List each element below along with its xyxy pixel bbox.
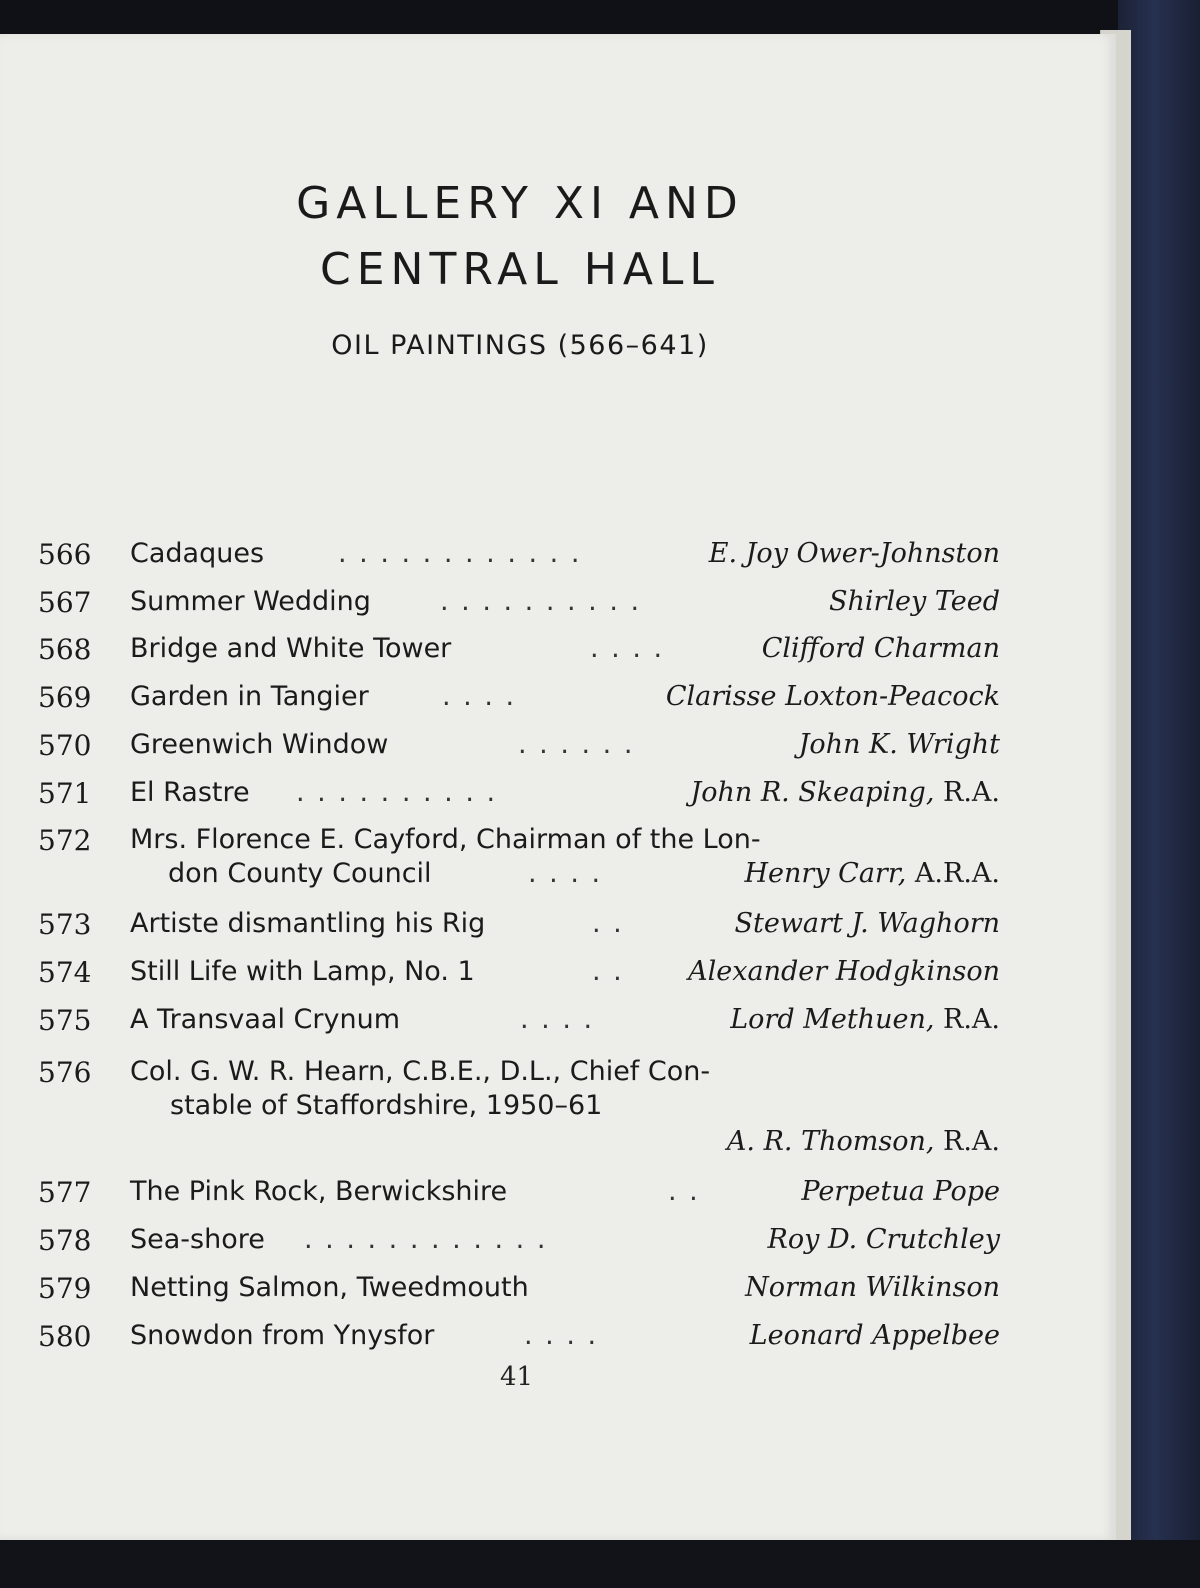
gallery-heading-line1: GALLERY XI AND (296, 178, 744, 229)
leader-dots: . . . . . . . . . . (296, 777, 498, 808)
catalogue-entry (38, 1272, 1000, 1312)
entry-number: 569 (38, 681, 92, 714)
entry-artist (768, 1224, 1000, 1255)
entry-artist (709, 538, 1000, 569)
entry-artist (666, 681, 1000, 712)
entry-title: Cadaques (130, 538, 265, 569)
entry-title: Sea-shore (130, 1224, 265, 1255)
leader-dots: . . . . (590, 633, 665, 664)
entry-artist (801, 1176, 1000, 1207)
entry-title: Mrs. Florence E. Cayford, Chairman of the Lon- (130, 824, 761, 855)
artist-honour: R.A. (934, 1126, 1000, 1157)
catalogue-entry-continued (38, 1126, 1000, 1166)
entry-number: 570 (38, 729, 92, 762)
artist-name: Perpetua Pope (801, 1176, 1000, 1207)
entry-title: Bridge and White Tower (130, 633, 452, 664)
artist-name: Roy D. Crutchley (767, 1224, 1000, 1255)
entry-title: Garden in Tangier (130, 681, 369, 712)
leader-dots: . . . . . . (518, 729, 635, 760)
entry-number: 572 (38, 824, 92, 857)
entry-artist (762, 633, 1000, 664)
entry-artist (688, 956, 1000, 987)
entry-title: Artiste dismantling his Rig (130, 908, 486, 939)
leader-dots: . . . . (520, 1004, 595, 1035)
entry-number: 566 (38, 538, 92, 571)
leader-dots: . . . . . . . . . . . . (338, 538, 582, 569)
entry-artist (745, 1272, 1000, 1303)
entry-artist (690, 777, 1000, 808)
artist-name: Alexander Hodgkinson (688, 956, 1000, 987)
entry-title: Col. G. W. R. Hearn, C.B.E., D.L., Chief Con- (130, 1056, 711, 1087)
entry-title-continued: stable of Staffordshire, 1950–61 (170, 1090, 603, 1121)
catalogue-entry (38, 586, 1000, 626)
artist-name: Lord Methuen, (730, 1004, 935, 1035)
entry-title: The Pink Rock, Berwickshire (130, 1176, 508, 1207)
catalogue-entry (38, 633, 1000, 673)
catalogue-entry (38, 1176, 1000, 1216)
entry-number: 578 (38, 1224, 92, 1257)
entry-number: 567 (38, 586, 92, 619)
entry-title: A Transvaal Crynum (130, 1004, 401, 1035)
catalogue-entry-continued (38, 858, 1000, 898)
entry-title: El Rastre (130, 777, 250, 808)
artist-name: Clifford Charman (761, 633, 1000, 664)
entry-title-continued: don County Council (168, 858, 432, 889)
artist-name: John K. Wright (798, 729, 1000, 760)
leader-dots: . . (592, 908, 624, 939)
artist-name: Norman Wilkinson (745, 1272, 1000, 1303)
entry-number: 571 (38, 777, 92, 810)
entry-number: 577 (38, 1176, 92, 1209)
section-subheading: OIL PAINTINGS (566–641) (331, 330, 709, 361)
catalogue-entry (38, 908, 1000, 948)
entry-number: 574 (38, 956, 92, 989)
artist-name: Leonard Appelbee (749, 1320, 1000, 1351)
entry-number: 579 (38, 1272, 92, 1305)
entry-number: 575 (38, 1004, 92, 1037)
artist-name: John R. Skeaping, (690, 777, 935, 808)
book-cover-top (0, 0, 1200, 38)
artist-name: Shirley Teed (828, 586, 1000, 617)
leader-dots: . . (592, 956, 624, 987)
leader-dots: . . . . . . . . . . (440, 586, 642, 617)
catalogue-entry (38, 1224, 1000, 1264)
entry-title: Greenwich Window (130, 729, 389, 760)
entry-title: Snowdon from Ynysfor (130, 1320, 435, 1351)
artist-name: Stewart J. Waghorn (734, 908, 1000, 939)
entry-number: 576 (38, 1056, 92, 1089)
entry-number: 580 (38, 1320, 92, 1353)
catalogue-entry (38, 538, 1000, 578)
catalogue-entry (38, 777, 1000, 817)
entry-number: 568 (38, 633, 92, 666)
artist-honour: R.A. (934, 1004, 1000, 1035)
entry-title: Netting Salmon, Tweedmouth (130, 1272, 529, 1303)
entry-artist (730, 1004, 1000, 1035)
leader-dots: . . . . (442, 681, 517, 712)
artist-name: A. R. Thomson, (726, 1126, 935, 1157)
artist-honour: A.R.A. (906, 858, 1000, 889)
entry-title: Still Life with Lamp, No. 1 (130, 956, 475, 987)
entry-artist (799, 729, 1000, 760)
catalogue-entry (38, 956, 1000, 996)
entry-artist (829, 586, 1000, 617)
entry-artist (727, 1126, 1000, 1157)
catalogue-entry-continued (38, 1090, 1000, 1130)
artist-name: Henry Carr, (744, 858, 907, 889)
catalogue-entry (38, 1320, 1000, 1360)
leader-dots: . . . . (528, 858, 603, 889)
catalogue-entry (38, 729, 1000, 769)
entry-artist (750, 1320, 1000, 1351)
entry-number: 573 (38, 908, 92, 941)
entry-artist (745, 858, 1001, 889)
entry-artist (735, 908, 1001, 939)
entry-title: Summer Wedding (130, 586, 371, 617)
page-number: 41 (500, 1362, 534, 1392)
artist-name: Clarisse Loxton-Peacock (665, 681, 1000, 712)
catalogue-entry (38, 1004, 1000, 1044)
catalogue-entry (38, 681, 1000, 721)
background-bottom (0, 1540, 1200, 1588)
leader-dots: . . . . (524, 1320, 599, 1351)
gallery-heading-line2: CENTRAL HALL (320, 244, 720, 295)
artist-honour: R.A. (934, 777, 1000, 808)
leader-dots: . . (668, 1176, 700, 1207)
artist-name: E. Joy Ower-Johnston (708, 538, 1000, 569)
leader-dots: . . . . . . . . . . . . (304, 1224, 548, 1255)
